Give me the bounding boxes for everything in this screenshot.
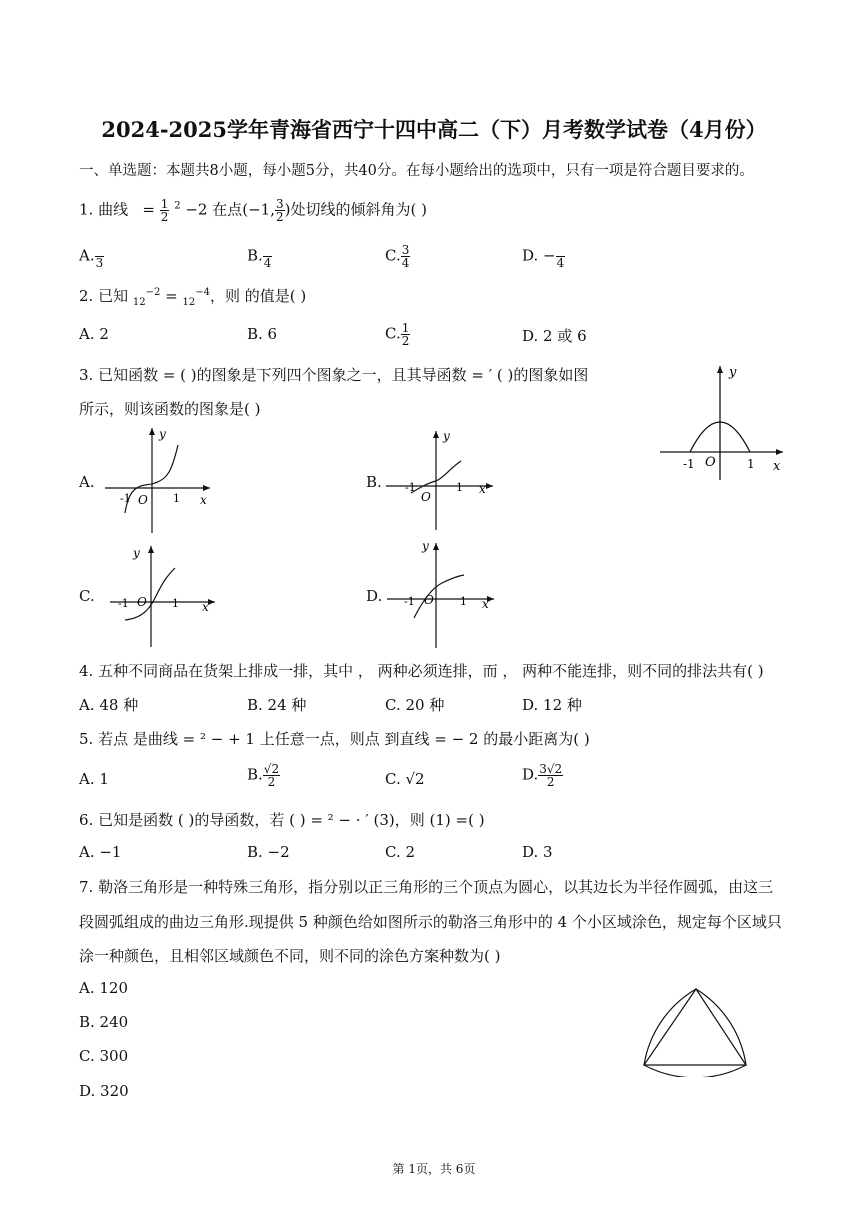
- svg-text:-1: -1: [404, 595, 415, 608]
- one-label: 1: [747, 457, 755, 471]
- svg-text:x: x: [482, 597, 489, 611]
- q5-option-b[interactable]: B. $\frac{√2}{2}$: [247, 762, 280, 789]
- y-axis-label: y: [729, 365, 737, 380]
- svg-text:y: y: [159, 427, 166, 441]
- svg-text:1: 1: [172, 597, 179, 610]
- option-b-graph: [383, 425, 498, 535]
- q5-option-c[interactable]: C. √2: [385, 770, 425, 788]
- q6-option-a[interactable]: A. −1: [79, 843, 122, 861]
- question-7-line-1: 7. 勒洛三角形是一种特殊三角形，指分别以正三角形的三个顶点为圆心，以其边长为半径作圆弧，由这三: [79, 878, 774, 896]
- origin-label: O: [705, 455, 716, 470]
- q4-option-d[interactable]: D. 12 种: [522, 696, 582, 714]
- q7-option-c[interactable]: C. 300: [79, 1047, 129, 1065]
- q6-option-d[interactable]: D. 3: [522, 843, 553, 861]
- svg-text:x: x: [479, 482, 486, 496]
- q6-option-b[interactable]: B. −2: [247, 843, 290, 861]
- svg-text:y: y: [443, 429, 450, 443]
- derivative-graph: [655, 362, 790, 482]
- q1-option-a[interactable]: A. 3: [79, 244, 104, 269]
- svg-text:y: y: [133, 546, 140, 560]
- svg-text:-1: -1: [120, 492, 131, 505]
- q4-option-c[interactable]: C. 20 种: [385, 696, 445, 714]
- svg-text:y: y: [422, 539, 429, 553]
- page-title: 2024-2025学年青海省西宁十四中高二（下）月考数学试卷（4月份）: [101, 117, 767, 142]
- option-c-graph: [105, 540, 220, 650]
- q5-option-d[interactable]: D. $\frac{3√2}{2}$: [522, 762, 563, 789]
- svg-text:x: x: [202, 600, 209, 614]
- svg-text:O: O: [138, 493, 148, 507]
- svg-text:-1: -1: [118, 597, 129, 610]
- question-7-line-3: 涂一种颜色，且相邻区域颜色不同，则不同的涂色方案种数为( ): [79, 947, 501, 965]
- question-5: 5. 若点 是曲线 = ² − + 1 上任意一点，则点 到直线 = − 2 的最小距离为( ): [79, 730, 590, 748]
- svg-text:-1: -1: [405, 481, 416, 494]
- q4-option-a[interactable]: A. 48 种: [79, 696, 139, 714]
- neg-one-label: -1: [683, 457, 695, 471]
- section-heading: 一、单选题：本题共8小题，每小题5分，共40分。在每小题给出的选项中，只有一项是符合题目要求的。: [79, 163, 754, 179]
- svg-text:O: O: [137, 595, 147, 609]
- q7-option-b[interactable]: B. 240: [79, 1013, 129, 1031]
- q4-option-b[interactable]: B. 24 种: [247, 696, 307, 714]
- q1-option-c[interactable]: C. $\frac{3}{4}$: [385, 243, 410, 270]
- page-footer: 第 1页，共 6页: [392, 1162, 476, 1176]
- x-axis-label: x: [773, 459, 781, 474]
- question-1: 1. 曲线 = $\frac{1}{2}$ $^2$ −2 在点(−1, $\frac{3}{2}$ )处切线的倾斜角为( ): [79, 197, 427, 224]
- q2-option-c[interactable]: C. $\frac{1}{2}$: [385, 321, 410, 348]
- svg-text:O: O: [424, 593, 434, 607]
- option-a-graph: [100, 425, 215, 535]
- q5-option-a[interactable]: A. 1: [79, 770, 109, 788]
- svg-text:1: 1: [460, 595, 467, 608]
- reuleaux-triangle-figure: [636, 985, 756, 1077]
- question-7-line-2: 段圆弧组成的曲边三角形.现提供 5 种颜色给如图所示的勒洛三角形中的 4 个小区域涂色，规定每个区域只: [79, 913, 782, 931]
- question-4: 4. 五种不同商品在货架上排成一排，其中 ， 两种必须连排，而 ， 两种不能连排，则不同的排法共有( ): [79, 662, 764, 680]
- q1-option-d[interactable]: D. − 4: [522, 244, 565, 269]
- svg-text:1: 1: [173, 492, 180, 505]
- q7-option-d[interactable]: D. 320: [79, 1082, 129, 1100]
- question-3-line-2: 所示，则该函数的图象是( ): [79, 400, 261, 418]
- q3-option-c[interactable]: C.: [79, 587, 95, 605]
- question-6: 6. 已知是函数 ( )的导函数，若 ( ) = ² − · ′ (3)，则 (1) =( ): [79, 811, 485, 829]
- q3-option-b[interactable]: B.: [366, 473, 382, 491]
- svg-text:1: 1: [456, 481, 463, 494]
- q7-option-a[interactable]: A. 120: [79, 979, 128, 997]
- q1-option-b[interactable]: B. 4: [247, 244, 272, 269]
- q3-option-d[interactable]: D.: [366, 587, 383, 605]
- option-d-graph: [384, 538, 499, 650]
- svg-text:x: x: [200, 493, 207, 507]
- question-2: 2. 已知 $_{12}^{-2}$ = $_{12}^{-4}$，则 的值是( ): [79, 287, 307, 308]
- q6-option-c[interactable]: C. 2: [385, 843, 416, 861]
- question-3-line-1: 3. 已知函数 = ( )的图象是下列四个图象之一，且其导函数 = ′ ( )的图象如图: [79, 366, 589, 384]
- svg-text:O: O: [421, 490, 431, 504]
- q2-option-d[interactable]: D. 2 或 6: [522, 327, 587, 345]
- q3-option-a[interactable]: A.: [79, 473, 95, 491]
- q2-option-b[interactable]: B. 6: [247, 325, 278, 343]
- q2-option-a[interactable]: A. 2: [79, 325, 109, 343]
